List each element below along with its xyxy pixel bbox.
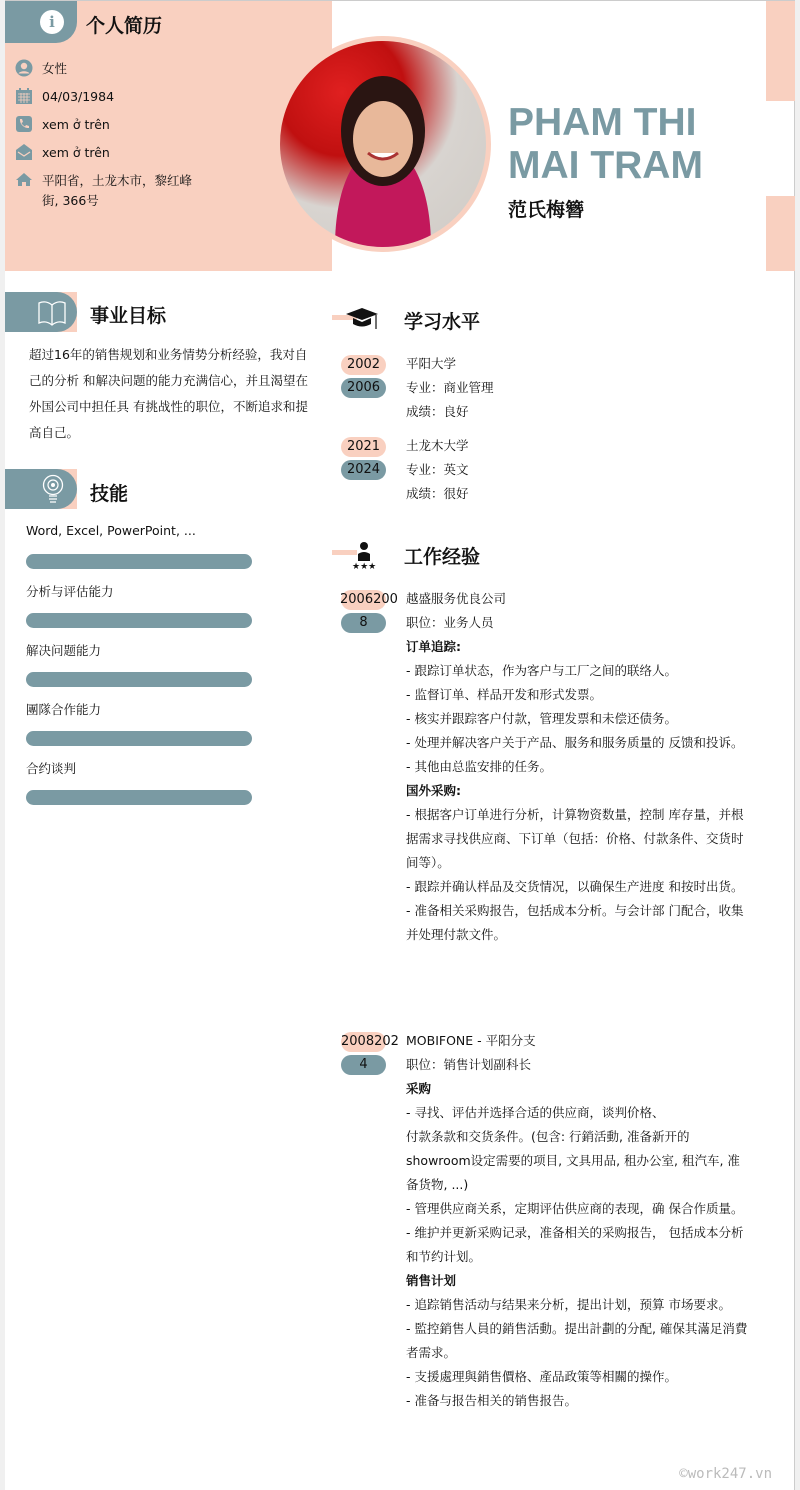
duty-heading: 国外采购:: [406, 783, 461, 798]
skill-label: 合约谈判: [26, 761, 77, 776]
major: 专业：商业管理: [406, 380, 494, 395]
duty-line: - 寻找、评估并选择合适的供应商，谈判价格、: [406, 1105, 665, 1120]
name-line-1: PHAM THI: [508, 101, 697, 144]
grade: 成绩：很好: [406, 486, 469, 501]
work-start-text: 2008202: [341, 1034, 399, 1049]
grade: 成绩：良好: [406, 404, 469, 419]
skills-tab: [5, 469, 77, 509]
decor-bar-bottom: [766, 196, 795, 271]
duty-line: - 核实并跟踪客户付款，管理发票和未偿还债务。: [406, 711, 677, 726]
objective-text: 超过16年的销售规划和业务情势分析经验，我对自己的分析 和解决问题的能力充满信心，并且渴望在外国公司中担任具 有挑战性的职位，不断追求和提高自己。: [29, 347, 308, 440]
birthday-row: [15, 87, 205, 107]
duty-line: - 其他由总监安排的任务。: [406, 759, 552, 774]
duty-line: 付款条款和交货条件。(包含: 行銷活動, 准备新开的showroom设定需要的项目, 文具用品, 租办公室, 租汽车, 准备货物, ...): [406, 1129, 740, 1192]
school-name: 平阳大学: [406, 356, 457, 371]
resume-page: [5, 0, 795, 1490]
skill-label: 團隊合作能力: [26, 702, 102, 717]
work-entry: [406, 1029, 751, 1413]
skill-label: Word, Excel, PowerPoint, ...: [26, 523, 196, 538]
work-end-year: 8: [341, 613, 386, 633]
duty-line: - 跟踪并确认样品及交货情况，以确保生产进度 和按时出货。: [406, 879, 744, 894]
work-start-year: [340, 590, 398, 610]
profile-title: 个人简历: [86, 15, 163, 37]
email-text: xem ở trên: [42, 145, 110, 160]
duty-line: - 维护并更新采购记录，准备相关的采购报告， 包括成本分析和节约计划。: [406, 1225, 744, 1264]
work-start-year: [341, 1032, 399, 1052]
birthday-text: 04/03/1984: [42, 89, 115, 104]
skills-title: 技能: [90, 483, 129, 505]
info-icon: i: [40, 10, 64, 34]
duty-line: - 监督订单、样品开发和形式发票。: [406, 687, 602, 702]
duty-heading: 采购: [406, 1081, 432, 1096]
duty-line: - 支援處理與銷售價格、產品政策等相關的操作。: [406, 1369, 677, 1384]
education-entry: [406, 434, 751, 506]
email-row: [15, 143, 205, 163]
company-name: MOBIFONE - 平阳分支: [406, 1033, 536, 1048]
user-icon: [15, 59, 33, 77]
svg-text:★★★: ★★★: [352, 562, 376, 569]
skill-bar: [26, 613, 252, 628]
company-name: 越盛服务优良公司: [406, 591, 507, 606]
skill-label: 解决问题能力: [26, 643, 102, 658]
duty-line: - 監控銷售人員的銷售活動。提出計劃的分配, 確保其滿足消費者需求。: [406, 1321, 748, 1360]
gender-text: 女性: [42, 61, 68, 76]
duty-heading: 销售计划: [406, 1273, 457, 1288]
work-title: 工作经验: [404, 546, 481, 568]
address-text: 平阳省，土龙木市，黎红峰街, 366号: [42, 173, 193, 208]
duty-line: - 追踪销售活动与结果来分析，提出计划，预算 市场要求。: [406, 1297, 731, 1312]
work-entry: [406, 587, 751, 947]
job-role: 职位：业务人员: [406, 615, 494, 630]
duty-line: - 根据客户订单进行分析，计算物资数量，控制 库存量，并根据需求寻找供应商、下订单（包括：价格、付款条件、交货时间等）。: [406, 807, 744, 870]
phone-row: [15, 115, 205, 135]
address-row: [15, 171, 195, 211]
work-start-text: 2006200: [340, 592, 398, 607]
education-title: 学习水平: [404, 311, 481, 333]
duty-line: - 准备相关采购报告，包括成本分析。与会计部 门配合，收集并处理付款文件。: [406, 903, 744, 942]
profile-photo: [280, 41, 486, 247]
phone-text: xem ở trên: [42, 117, 110, 132]
worker-icon: [352, 541, 376, 573]
education-entry: [406, 352, 751, 424]
gender-row: [15, 59, 205, 79]
edu-start-year: 2002: [341, 355, 386, 375]
watermark: ©work247.vn: [679, 1466, 772, 1482]
skill-label: 分析与评估能力: [26, 584, 114, 599]
chinese-name: 范氏梅簪: [508, 199, 585, 221]
edu-end-year: 2024: [341, 460, 386, 480]
duty-line: - 管理供应商关系，定期评估供应商的表现，确 保合作质量。: [406, 1201, 744, 1216]
skill-bar: [26, 731, 252, 746]
objective-title: 事业目标: [90, 305, 167, 327]
duty-line: - 跟踪订单状态，作为客户与工厂之间的联络人。: [406, 663, 677, 678]
profile-tab: [5, 1, 77, 43]
name-line-2: MAI TRAM: [508, 144, 703, 187]
email-icon: [15, 143, 33, 161]
name-heading: [508, 101, 703, 187]
skill-bar: [26, 554, 252, 569]
major: 专业：英文: [406, 462, 469, 477]
home-icon: [15, 171, 33, 189]
skill-bar: [26, 672, 252, 687]
graduation-cap-icon: [345, 307, 379, 337]
profile-photo-frame: [275, 36, 491, 252]
decor-bar-top: [766, 1, 795, 101]
lightbulb-icon: [41, 474, 65, 508]
phone-icon: [15, 115, 33, 133]
job-role: 职位：销售计划副科长: [406, 1057, 532, 1072]
duty-line: - 准备与报告相关的销售报告。: [406, 1393, 577, 1408]
edu-start-year: 2021: [341, 437, 386, 457]
duty-heading: 订单追踪:: [406, 639, 461, 654]
work-end-year: 4: [341, 1055, 386, 1075]
objective-tab: [5, 292, 77, 332]
duty-line: - 处理并解决客户关于产品、服务和服务质量的 反馈和投诉。: [406, 735, 744, 750]
skill-bar: [26, 790, 252, 805]
book-icon: [37, 298, 67, 330]
school-name: 土龙木大学: [406, 438, 469, 453]
edu-end-year: 2006: [341, 378, 386, 398]
calendar-icon: [15, 87, 33, 105]
